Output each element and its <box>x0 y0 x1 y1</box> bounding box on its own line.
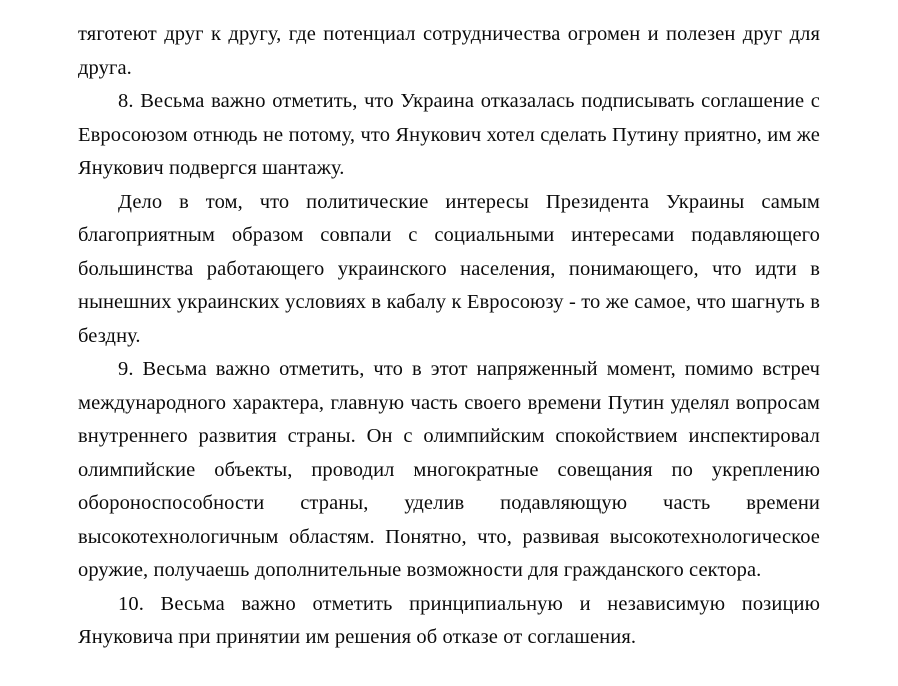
paragraph-delo-v-tom: Дело в том, что политические интересы Президента Украины самым благоприятным образом совпали с социальными интересами подавляющего большинства работающего украинского населения, понимающего, что идти в нынешних украинских условиях в кабалу к Евросоюзу - то же самое, что шагнуть в бездну. <box>78 190 820 347</box>
paragraph-item-10: 10. Весьма важно отметить принципиальную и независимую позицию Януковича при принятии им решения об отказе от соглашения. <box>78 592 820 648</box>
document-text-body <box>78 18 820 655</box>
paragraph-item-9: 9. Весьма важно отметить, что в этот напряженный момент, помимо встреч международного характера, главную часть своего времени Путин уделял вопросам внутреннего развития страны. Он с олимпийским спокойствием инспектировал олимпийские объекты, проводил многократные совещания по укреплению обороноспособности страны, уделив подавляющую часть времени высокотехнологичным областям. Понятно, что, развивая высокотехнологическое оружие, получаешь дополнительные возможности для гражданского сектора. <box>78 358 820 581</box>
paragraph-continued: тяготеют друг к другу, где потенциал сотрудничества огромен и полезен друг для друга. <box>78 23 820 79</box>
paragraph-item-8: 8. Весьма важно отметить, что Украина отказалась подписывать соглашение с Евросоюзом отнюдь не потому, что Янукович хотел сделать Путину приятно, им же Янукович подвергся шантажу. <box>78 90 820 179</box>
